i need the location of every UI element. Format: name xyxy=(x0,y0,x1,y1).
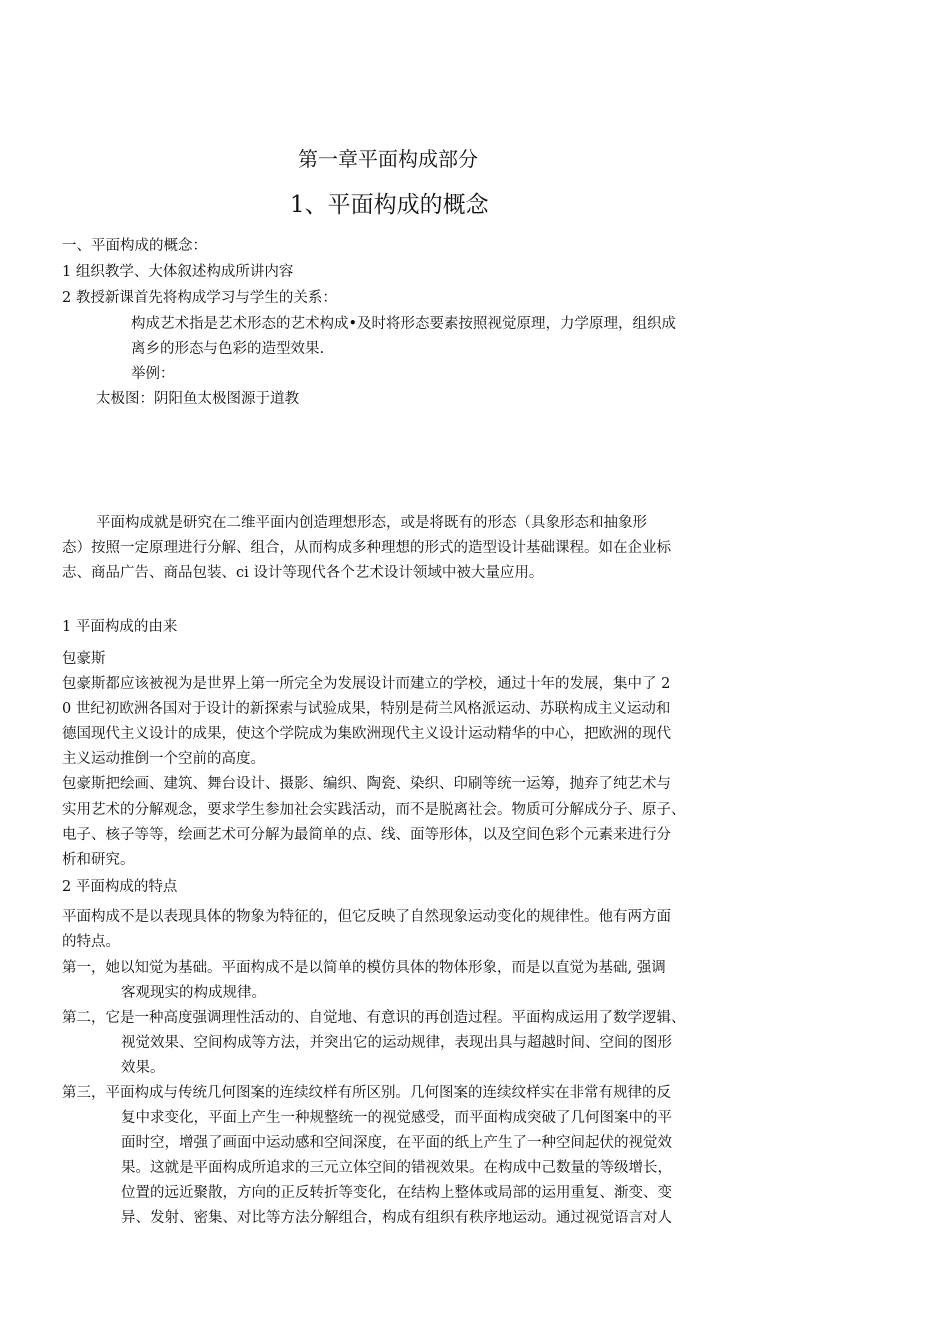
paragraph-line: 包豪斯把绘画、建筑、舞台设计、摄影、编织、陶瓷、染织、印刷等统一运筹，抛弃了纯艺术与 xyxy=(62,776,671,792)
list-item-continuation: 视觉效果、空间构成等方法，并突出它的运动规律，表现出具与超越时间、空间的图形 xyxy=(121,1035,672,1051)
text-line: 太极图：阴阳鱼太极图源于道教 xyxy=(96,391,299,407)
paragraph-line: 态）按照一定原理进行分解、组合，从而构成多种理想的形式的造型设计基础课程。如在企业标 xyxy=(62,540,671,556)
bauhaus-heading: 包豪斯 xyxy=(62,651,106,667)
paragraph-line: 德国现代主义设计的成果，使这个学院成为集欧洲现代主义设计运动精华的中心，把欧洲的现代 xyxy=(62,726,671,742)
paragraph-line: 0 世纪初欧洲各国对于设计的新探索与试验成果，特别是荷兰风格派运动、苏联构成主义运动和 xyxy=(62,701,671,717)
section-title: 1、平面构成的概念 xyxy=(290,192,489,218)
list-item-continuation: 异、发射、密集、对比等方法分解组合，构成有组织有秩序地运动。通过视觉语言对人 xyxy=(121,1210,672,1226)
list-item-first: 第一，她以知觉为基础。平面构成不是以简单的模仿具体的物体形象，而是以直觉为基础, 强调 xyxy=(62,960,666,976)
paragraph-line: 平面构成不是以表现具体的物象为特征的，但它反映了自然现象运动变化的规律性。他有两方面 xyxy=(62,909,671,925)
paragraph-line: 实用艺术的分解观念，要求学生参加社会实践活动，而不是脱离社会。物质可分解成分子、原子、 xyxy=(62,802,686,818)
paragraph-line: 析和研究。 xyxy=(62,852,135,868)
paragraph-line: 的特点。 xyxy=(62,934,120,950)
list-item-continuation: 客观现实的构成规律。 xyxy=(121,985,266,1001)
list-item-continuation: 位置的远近聚散，方向的正反转折等变化，在结构上整体或局部的运用重复、渐变、变 xyxy=(121,1185,672,1201)
list-item-continuation: 面时空，增强了画面中运动感和空间深度，在平面的纸上产生了一种空间起伏的视觉效 xyxy=(121,1135,672,1151)
origin-heading: 1 平面构成的由来 xyxy=(62,619,178,635)
list-item-continuation: 果。这就是平面构成所追求的三元立体空间的错视效果。在构成中己数量的等级增长， xyxy=(121,1160,672,1176)
paragraph-line: 电子、核子等等，绘画艺术可分解为最简单的点、线、面等形体，以及空间色彩个元素来进行分 xyxy=(62,827,671,843)
paragraph-line: 包豪斯都应该被视为是世界上第一所完全为发展设计而建立的学校，通过十年的发展，集中了 2 xyxy=(62,676,671,692)
paragraph-line: 平面构成就是研究在二维平面内创造理想形态，或是将既有的形态（具象形态和抽象形 xyxy=(96,515,647,531)
text-line: 2 教授新课首先将构成学习与学生的关系： xyxy=(62,290,337,306)
text-line: 离乡的形态与色彩的造型效果. xyxy=(131,341,325,357)
features-heading: 2 平面构成的特点 xyxy=(62,879,178,895)
text-line: 构成艺术指是艺术形态的艺术构成•及时将形态要素按照视觉原理，力学原理，组织成 xyxy=(131,316,677,332)
chapter-title: 第一章平面构成部分 xyxy=(298,147,478,171)
text-line: 1 组织教学、大体叙述构成所讲内容 xyxy=(62,264,294,280)
text-line: 举例： xyxy=(131,366,175,382)
paragraph-line: 主义运动推倒一个空前的高度。 xyxy=(62,751,265,767)
list-item-second: 第二，它是一种高度强调理性活动的、自觉地、有意识的再创造过程。平面构成运用了数学逻辑、 xyxy=(62,1010,686,1026)
list-item-third: 第三，平面构成与传统几何图案的连续纹样有所区别。几何图案的连续纹样实在非常有规律的反 xyxy=(62,1085,671,1101)
concept-heading: 一、平面构成的概念： xyxy=(62,238,207,254)
list-item-continuation: 效果。 xyxy=(121,1060,165,1076)
paragraph-line: 志、商品广告、商品包装、ci 设计等现代各个艺术设计领域中被大量应用。 xyxy=(62,565,544,581)
list-item-continuation: 复中求变化，平面上产生一种规整统一的视觉感受，而平面构成突破了几何图案中的平 xyxy=(121,1110,672,1126)
